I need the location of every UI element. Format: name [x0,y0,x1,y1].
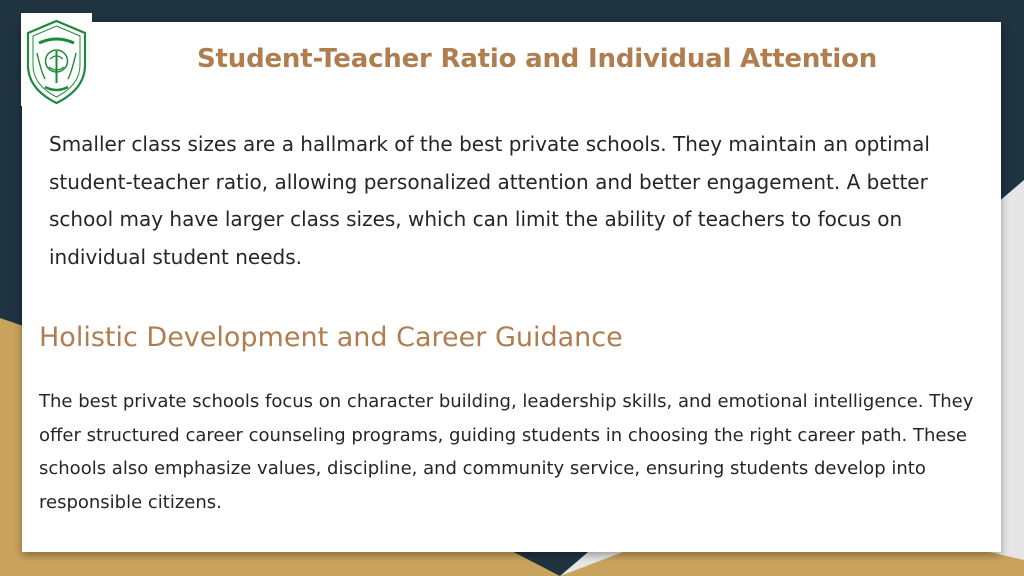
content-card [22,22,1001,552]
slide-title: Student-Teacher Ratio and Individual Attention [197,44,878,74]
ratio-paragraph: Smaller class sizes are a hallmark of the best private schools. They maintain an optimal student-teacher ratio, allowing personalized attention and better engagement. A better school may have larger class sizes, which can limit the ability of teachers to focus on individual student needs. [49,132,930,269]
school-crest-icon [21,13,92,106]
section-heading: Holistic Development and Career Guidance [39,322,623,353]
school-logo [21,13,92,106]
holistic-paragraph: The best private schools focus on character building, leadership skills, and emotional intelligence. They offer structured career counseling programs, guiding students in choosing the right career path. These schools also emphasize values, discipline, and community service, ensuring students develop into responsible citizens. [39,391,974,513]
